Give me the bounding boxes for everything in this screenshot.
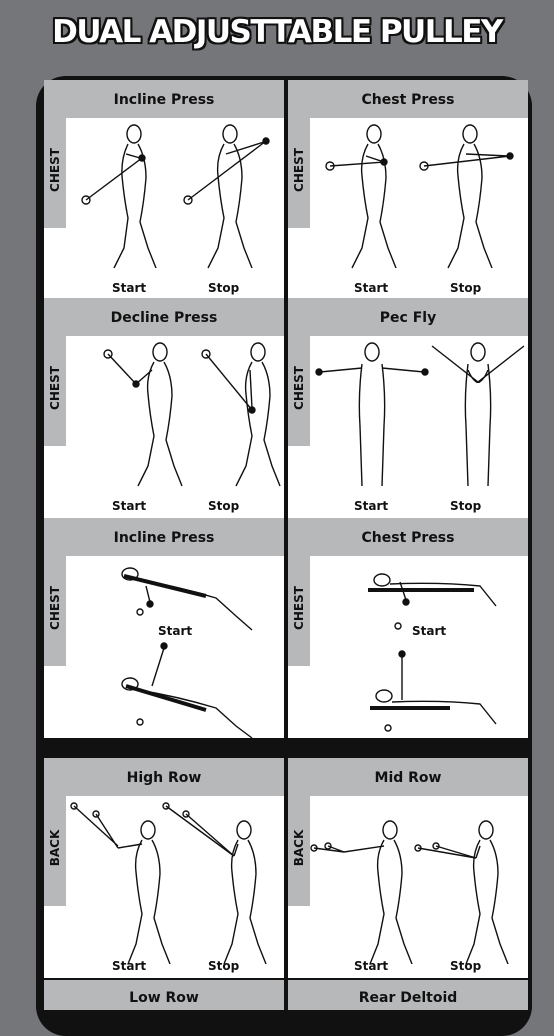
category-label: CHEST xyxy=(292,366,306,410)
exercise-title: Chest Press xyxy=(361,530,455,546)
exercise-card-incline-press xyxy=(44,80,284,300)
exercise-card-incline-press-bench xyxy=(44,518,284,752)
category-label: CHEST xyxy=(48,148,62,192)
bench-figures-illustration xyxy=(310,556,528,738)
stop-label: Stop xyxy=(208,281,240,295)
stop-label: Stop xyxy=(208,499,240,513)
start-label: Start xyxy=(354,281,389,295)
standing-figures-illustration xyxy=(66,118,284,300)
category-label: CHEST xyxy=(48,586,62,630)
exercise-title: Mid Row xyxy=(374,770,442,786)
exercise-card-pec-fly xyxy=(288,298,528,518)
exercise-card-chest-press xyxy=(288,80,528,300)
start-label: Start xyxy=(354,499,389,513)
exercise-card-rear-deltoid xyxy=(288,980,528,1006)
start-label: Start xyxy=(412,624,447,638)
standing-figures-illustration xyxy=(66,796,284,978)
category-label: BACK xyxy=(48,829,62,867)
category-label: CHEST xyxy=(48,366,62,410)
category-label: BACK xyxy=(292,829,306,867)
standing-figures-illustration xyxy=(310,796,528,978)
exercise-title: Incline Press xyxy=(113,530,215,546)
start-label: Start xyxy=(354,959,389,973)
start-label: Start xyxy=(112,281,147,295)
exercise-card-high-row xyxy=(44,758,284,978)
exercise-title: Chest Press xyxy=(361,92,455,108)
stop-label: Stop xyxy=(450,499,482,513)
exercise-title: Incline Press xyxy=(113,92,215,108)
exercise-title: Decline Press xyxy=(110,310,218,326)
standing-figures-illustration xyxy=(310,336,528,518)
stop-label: Stop xyxy=(414,738,446,752)
exercise-title: Rear Deltoid xyxy=(358,990,458,1006)
exercise-card-decline-press xyxy=(44,298,284,518)
exercise-card-mid-row xyxy=(288,758,528,978)
exercise-card-chest-press-bench xyxy=(288,518,528,752)
stop-label: Stop xyxy=(450,959,482,973)
category-label: CHEST xyxy=(292,586,306,630)
standing-figures-illustration xyxy=(310,118,528,300)
start-label: Start xyxy=(112,499,147,513)
exercise-title: High Row xyxy=(126,770,202,786)
standing-figures-illustration xyxy=(66,336,284,518)
exercise-card-low-row xyxy=(44,980,284,1006)
exercise-title: Low Row xyxy=(129,990,199,1006)
stop-label: Stop xyxy=(208,959,240,973)
stop-label: Stop xyxy=(160,738,192,752)
start-label: Start xyxy=(112,959,147,973)
category-label: CHEST xyxy=(292,148,306,192)
exercise-title: Pec Fly xyxy=(379,310,437,326)
column-divider xyxy=(284,84,288,1006)
start-label: Start xyxy=(158,624,193,638)
page-title: DUAL ADJUSTTABLE PULLEY xyxy=(52,14,502,50)
stop-label: Stop xyxy=(450,281,482,295)
bench-figures-illustration xyxy=(66,556,284,738)
